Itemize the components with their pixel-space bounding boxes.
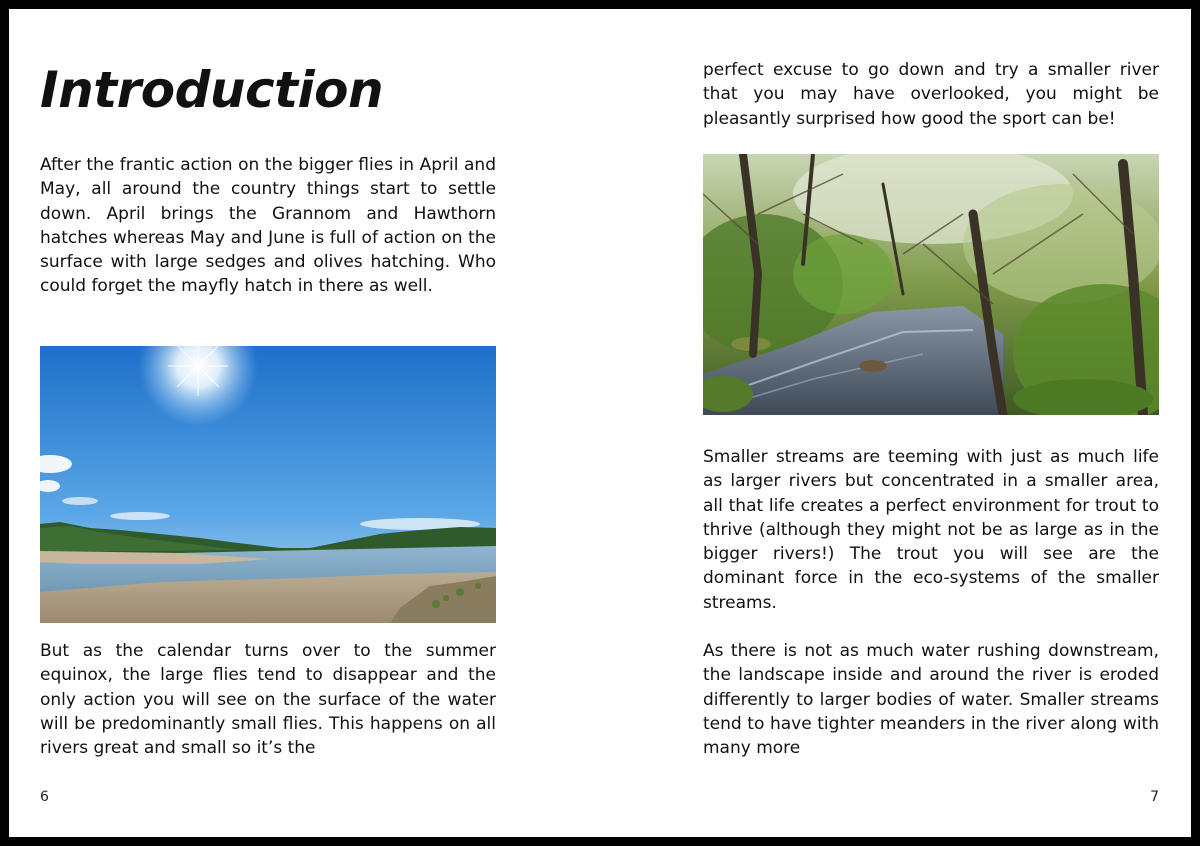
- left-paragraph-2: But as the calendar turns over to the summer equinox, the large flies tend to disappear and the only action you will see on the surface of the water will be predominantly small flies. This happens on all rivers great and small so it’s the: [40, 641, 496, 759]
- page-number-left: 6: [40, 789, 49, 805]
- page-number-right: 7: [1150, 789, 1159, 805]
- right-paragraph-1: perfect excuse to go down and try a smaller river that you may have overlooked, you might be pleasantly surprised how good the sport can be!: [703, 60, 1159, 129]
- woodland-stream-photo: [703, 154, 1159, 415]
- right-paragraph-3: As there is not as much water rushing downstream, the landscape inside and around the river is eroded differently to larger bodies of water. Smaller streams tend to have tighter meanders in the river along with many more: [703, 641, 1159, 759]
- page-heading: Introduction: [40, 61, 384, 119]
- right-paragraph-2: Smaller streams are teeming with just as much life as larger rivers but concentrated in a smaller area, all that life creates a perfect environment for trout to thrive (although they might not be as large as in the bigger rivers!) The trout you will see are the dominant force in the eco-systems of the smaller streams.: [703, 447, 1159, 613]
- river-beach-photo: [40, 346, 496, 623]
- left-paragraph-1: After the frantic action on the bigger flies in April and May, all around the country things start to settle down. April brings the Grannom and Hawthorn hatches whereas May and June is full of action on the surface with large sedges and olives hatching. Who could forget the mayfly hatch in there as well.: [40, 155, 496, 297]
- left-page: [9, 9, 600, 837]
- book-spread: [9, 9, 1191, 837]
- right-page: [600, 9, 1191, 837]
